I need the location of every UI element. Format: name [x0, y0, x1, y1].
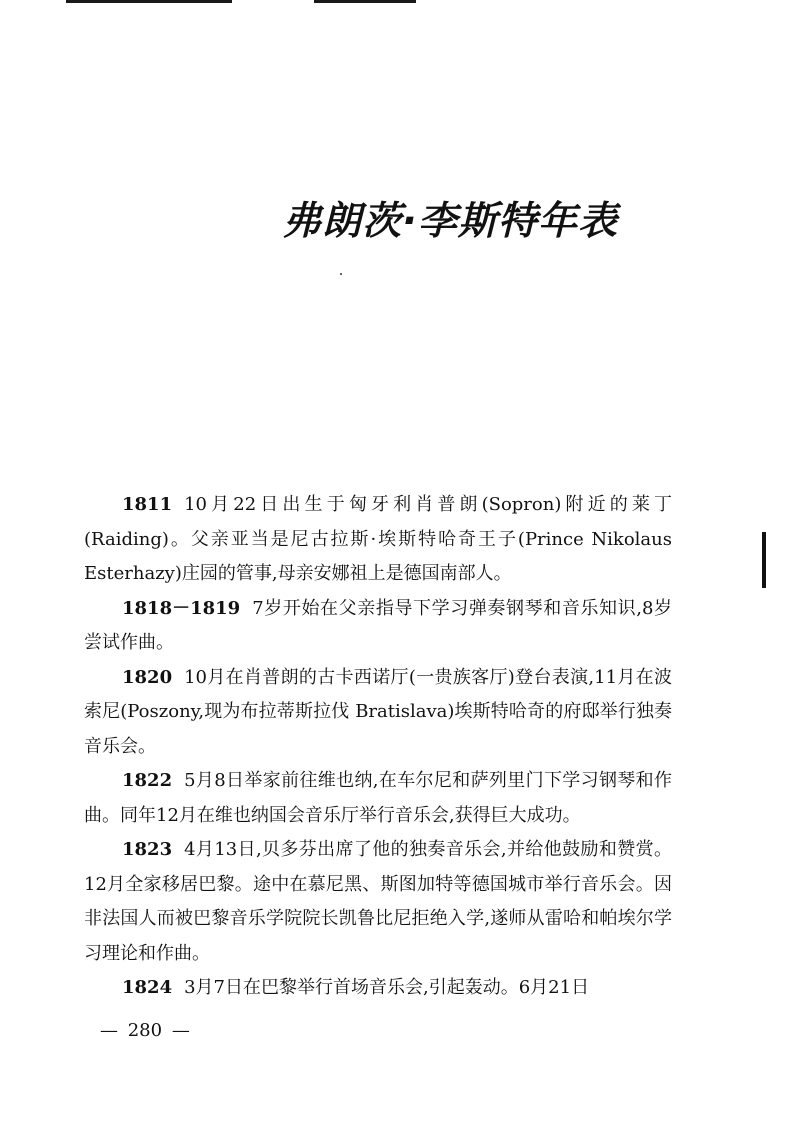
entry-year: 1820: [122, 666, 173, 688]
entry-text: 10月22日出生于匈牙利肖普朗(Sopron)附近的莱丁(Raiding)。父亲亚当是尼古拉斯·埃斯特哈奇王子(Prince Nikolaus Esterhazy)庄园的管事,母亲安娜祖上是德国南部人。: [84, 494, 672, 584]
entry-text: 7岁开始在父亲指导下学习弹奏钢琴和音乐知识,8岁尝试作曲。: [84, 597, 672, 653]
scan-edge-line-right: [314, 0, 416, 3]
entry-year: 1824: [122, 977, 173, 998]
entry-text: 5月8日举家前往维也纳,在车尔尼和萨列里门下学习钢琴和作曲。同年12月在维也纳国会音乐厅举行音乐会,获得巨大成功。: [84, 770, 672, 826]
entry-text: 3月7日在巴黎举行首场音乐会,引起轰动。6月21日: [184, 977, 590, 998]
entry-1820: [84, 661, 672, 765]
entry-1823: [84, 833, 672, 971]
entry-1824: [84, 971, 672, 1006]
page-number: 280: [127, 1020, 163, 1041]
entry-1818-1819: [84, 592, 672, 661]
entry-1822: [84, 764, 672, 833]
entry-year: 1811: [122, 494, 173, 515]
entry-year: 1823: [122, 839, 173, 860]
page-title: 弗朗茨·李斯特年表: [282, 199, 618, 244]
entry-year: 1818－1819: [122, 597, 241, 619]
page-footer: [96, 1020, 194, 1041]
entry-text: 10月在肖普朗的古卡西诺厅(一贵族客厅)登台表演,11月在波索尼(Poszony,现为布拉蒂斯拉伐 Bratislava)埃斯特哈奇的府邸举行独奏音乐会。: [84, 666, 672, 757]
entry-year: 1822: [122, 770, 173, 791]
footer-dash-left: —: [100, 1020, 118, 1041]
scan-speck: [340, 273, 342, 275]
footer-dash-right: —: [171, 1020, 190, 1041]
margin-mark: [762, 532, 766, 588]
chronology-body: [84, 488, 672, 1006]
scan-edge-line-left: [66, 0, 232, 3]
entry-text: 4月13日,贝多芬出席了他的独奏音乐会,并给他鼓励和赞赏。12月全家移居巴黎。途中在慕尼黑、斯图加特等德国城市举行音乐会。因非法国人而被巴黎音乐学院院长凯鲁比尼拒绝入学,遂师从雷哈和帕埃尔学习理论和作曲。: [84, 839, 672, 964]
entry-1811: [84, 488, 672, 592]
